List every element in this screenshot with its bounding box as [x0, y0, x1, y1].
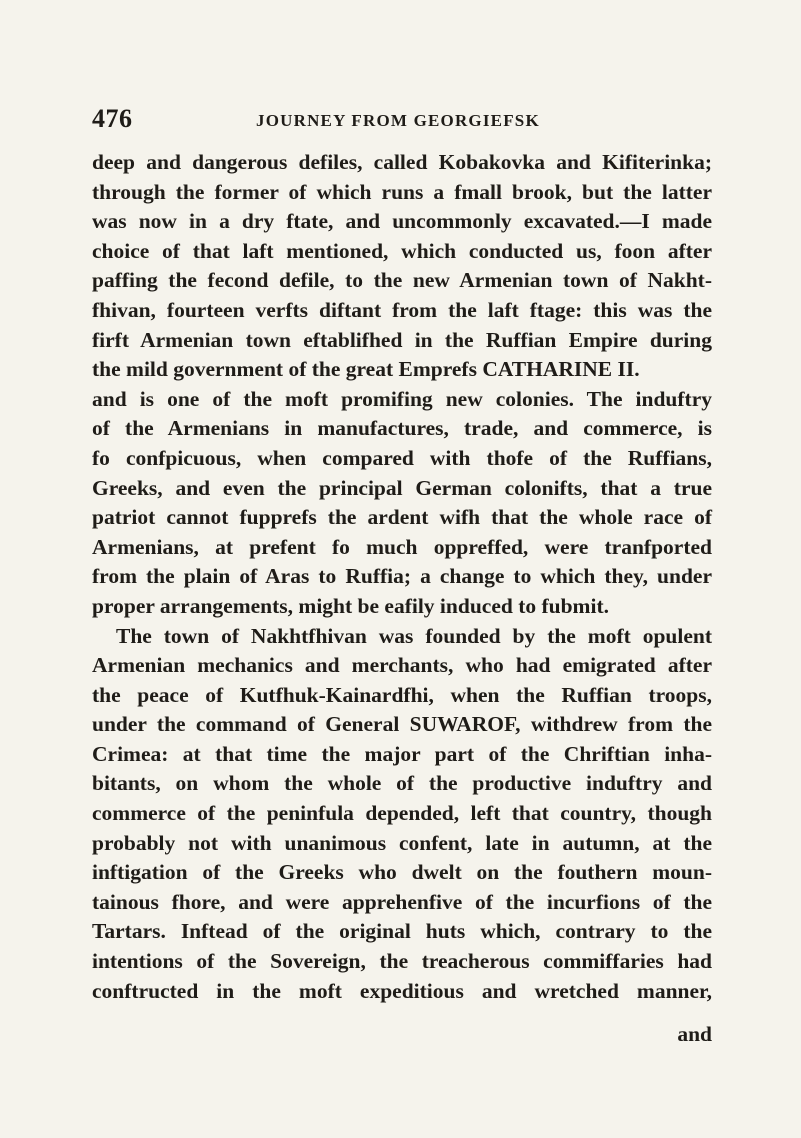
text-line: through the former of which runs a fmall brook, but the latter	[92, 179, 712, 204]
text-line: choice of that laft mentioned, which conducted us, foon after	[92, 238, 712, 263]
text-line: fo confpicuous, when compared with thofe of the Ruffians,	[92, 445, 712, 470]
body-text	[92, 148, 712, 1006]
catchword-line	[92, 1019, 712, 1049]
text-line: under the command of General SUWAROF, withdrew from the	[92, 712, 712, 737]
text-line: fhivan, fourteen verfts diftant from the laft ftage: this was the	[92, 297, 712, 322]
text-line: Crimea: at that time the major part of the Chriftian inha-	[92, 741, 712, 766]
text-line: from the plain of Aras to Ruffia; a change to which they, under	[92, 564, 712, 589]
running-head: JOURNEY FROM GEORGIEFSK	[256, 111, 540, 130]
page-header	[92, 104, 712, 140]
text-line: Tartars. Inftead of the original huts which, contrary to the	[92, 919, 712, 944]
text-line: commerce of the peninfula depended, left that country, though	[92, 801, 712, 826]
text-line: of the Armenians in manufactures, trade, and commerce, is	[92, 416, 712, 441]
text-line: patriot cannot fupprefs the ardent wifh that the whole race of	[92, 505, 712, 530]
text-line: bitants, on whom the whole of the productive induftry and	[92, 771, 712, 796]
text-line: The town of Nakhtfhivan was founded by the moft opulent	[116, 623, 712, 648]
text-line: deep and dangerous defiles, called Kobakovka and Kifiterinka;	[92, 150, 712, 174]
text-line: inftigation of the Greeks who dwelt on the fouthern moun-	[92, 860, 712, 885]
text-line: the peace of Kutfhuk-Kainardfhi, when the Ruffian troops,	[92, 682, 712, 707]
text-line: firft Armenian town eftablifhed in the Ruffian Empire during	[92, 327, 712, 352]
text-line: Greeks, and even the principal German colonifts, that a true	[92, 475, 712, 500]
page-number: 476	[92, 104, 133, 133]
text-line: probably not with unanimous confent, late in autumn, at the	[92, 830, 712, 855]
text-line: paffing the fecond defile, to the new Armenian town of Nakht-	[92, 268, 712, 293]
text-line: Armenian mechanics and merchants, who had emigrated after	[92, 653, 712, 678]
text-line: tainous fhore, and were apprehenfive of the incurfions of the	[92, 889, 712, 914]
text-line: and is one of the moft promifing new colonies. The induftry	[92, 386, 712, 411]
text-line: proper arrangements, might be eafily induced to fubmit.	[92, 593, 609, 618]
text-line: Armenians, at prefent fo much oppreffed, were tranfported	[92, 534, 712, 559]
text-line: the mild government of the great Emprefs CATHARINE II.	[92, 357, 640, 382]
catchword: and	[677, 1022, 712, 1046]
text-line: conftructed in the moft expeditious and wretched manner,	[92, 978, 712, 1003]
text-line: intentions of the Sovereign, the treacherous commiffaries had	[92, 949, 712, 974]
text-line: was now in a dry ftate, and uncommonly excavated.—I made	[92, 209, 712, 234]
